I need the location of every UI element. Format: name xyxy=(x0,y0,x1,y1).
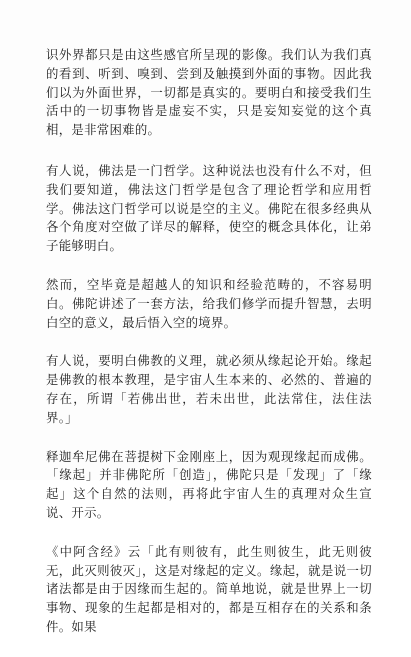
paragraph: 然而，空毕竟是超越人的知识和经验范畴的，不容易明白。佛陀讲述了一套方法，给我们修学而提升智慧，去明白空的意义，最后悟入空的境界。 xyxy=(46,276,372,330)
paragraph: 识外界都只是由这些感官所呈现的影像。我们认为我们真的看到、听到、嗅到、尝到及触摸到外面的事物。因此我们以为外面世界，一切都是真实的。要明白和接受我们生活中的一切事物皆是虚妄不实，只是妄知妄觉的这个真相，是非常困难的。 xyxy=(46,47,372,138)
paragraph: 《中阿含经》云「此有则彼有，此生则彼生，此无则彼无，此灭则彼灭」，这是对缘起的定义。缘起，就是说一切诸法都是由于因缘而生起的。简单地说，就是世界上一切事物、现象的生起都是相对的，都是互相存在的关系和条件。如果 xyxy=(46,543,372,634)
paragraph: 有人说，佛法是一门哲学。这种说法也没有什么不对，但我们要知道，佛法这门哲学是包含了理论哲学和应用哲学。佛法这门哲学可以说是空的主义。佛陀在很多经典从各个角度对空做了详尽的解释，使空的概念具体化，让弟子能够明白。 xyxy=(46,162,372,254)
paragraph: 有人说，要明白佛教的义理，就必须从缘起论开始。缘起是佛教的根本教理，是宇宙人生本来的、必然的、普遍的存在，所谓「若佛出世，若未出世，此法常住，法住法界。」 xyxy=(46,353,372,425)
body-text xyxy=(46,46,372,657)
paragraph: 释迦牟尼佛在菩提树下金刚座上，因为观现缘起而成佛。「缘起」并非佛陀所「创造」，佛陀只是「发现」了「缘起」这个自然的法则，再将此宇宙人生的真理对众生宣说、开示。 xyxy=(46,448,372,520)
